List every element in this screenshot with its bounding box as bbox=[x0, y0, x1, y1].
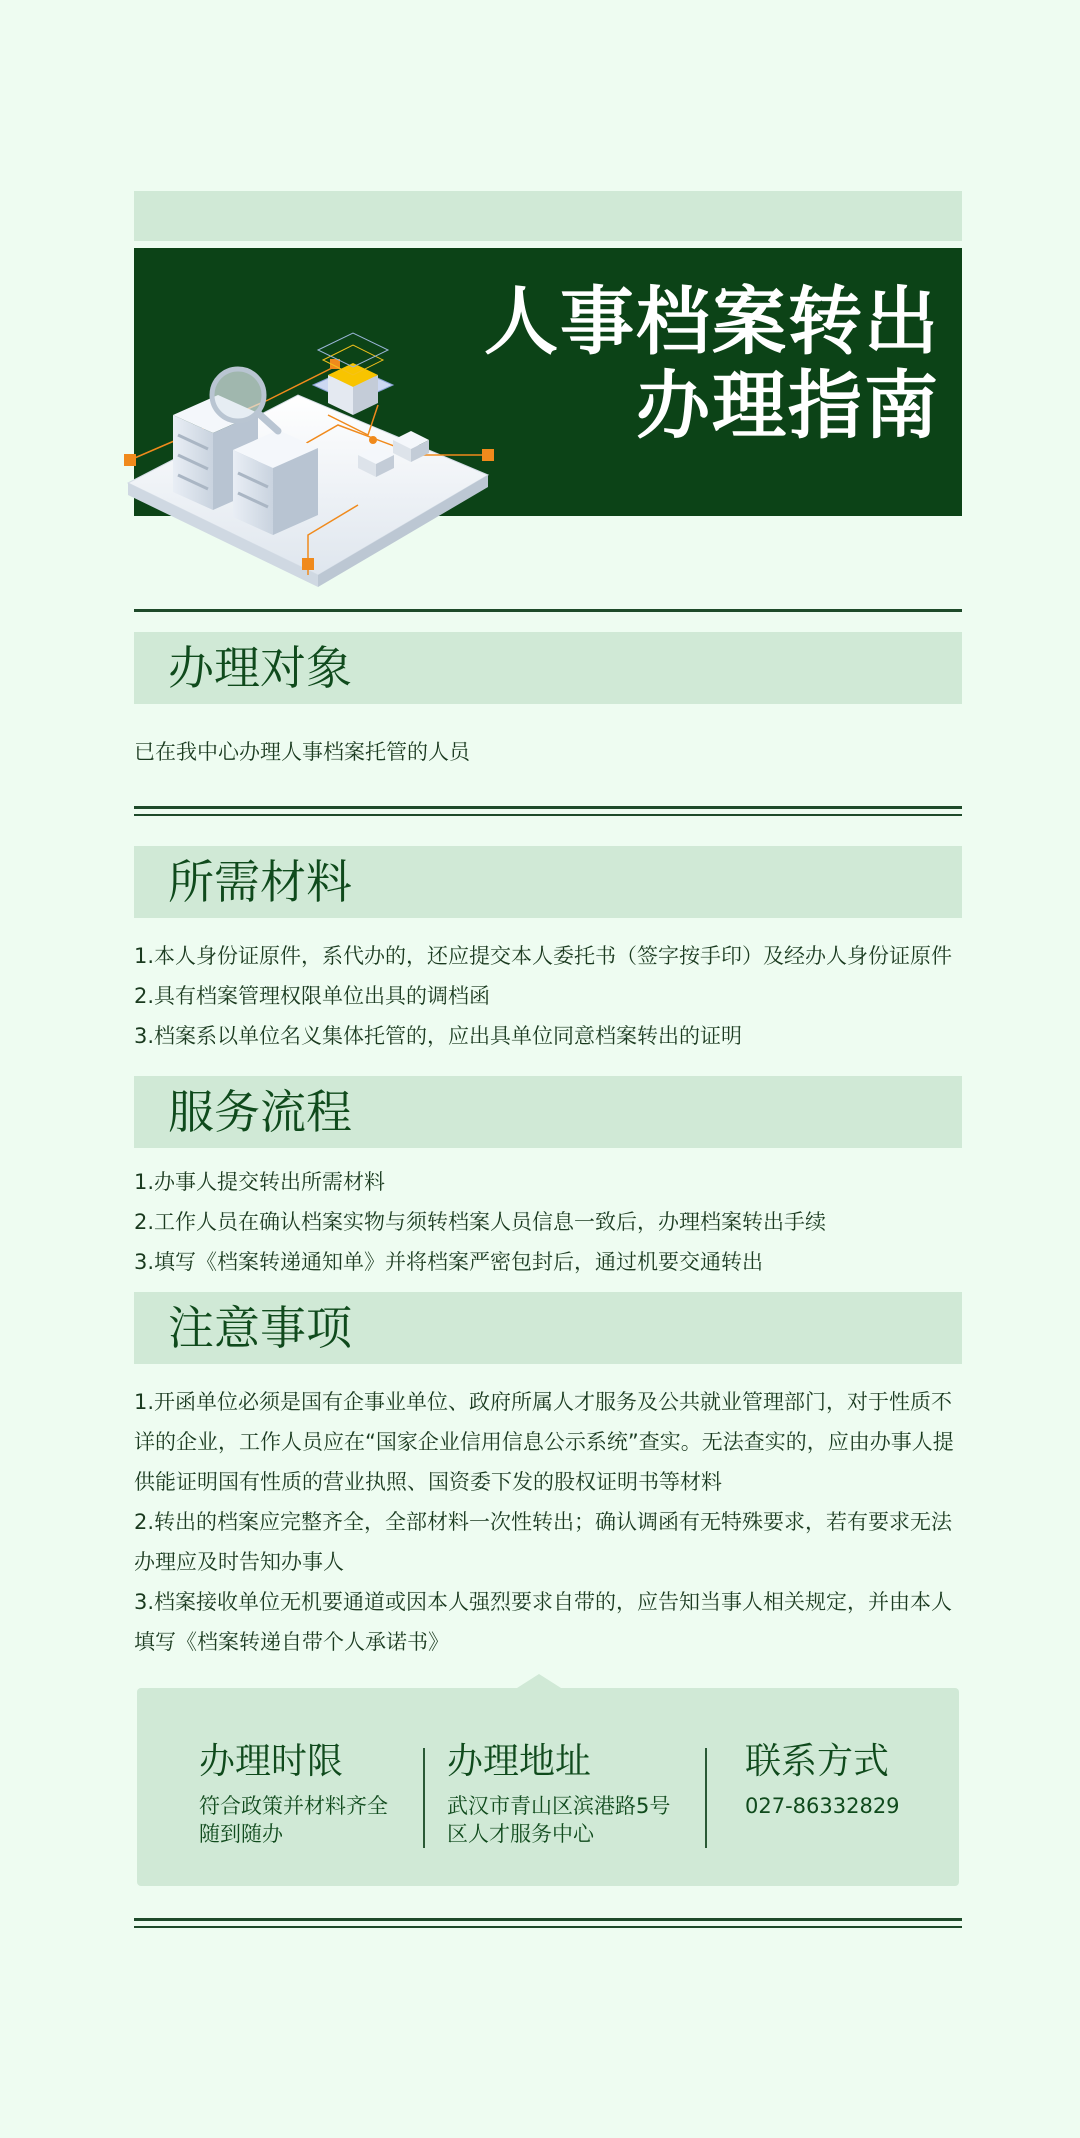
info-time-line: 随到随办 bbox=[199, 1822, 283, 1846]
info-separator bbox=[423, 1748, 425, 1848]
text-line: 2.转出的档案应完整齐全，全部材料一次性转出；确认调函有无特殊要求，若有要求无法办理应及时告知办事人 bbox=[134, 1510, 953, 1574]
info-contact-heading: 联系方式 bbox=[745, 1741, 890, 1782]
text-line: 1.办事人提交转出所需材料 bbox=[134, 1170, 386, 1194]
text-line: 2.具有档案管理权限单位出具的调档函 bbox=[134, 984, 491, 1008]
info-time-value bbox=[199, 1792, 409, 1848]
banner-title-line1: 人事档案转出 bbox=[484, 279, 940, 365]
info-card bbox=[137, 1688, 959, 1886]
text-line: 1.本人身份证原件，系代办的，还应提交本人委托书（签字按手印）及经办人身份证原件 bbox=[134, 944, 953, 968]
section-title: 服务流程 bbox=[168, 1085, 352, 1139]
text-line: 3.填写《档案转递通知单》并将档案严密包封后，通过机要交通转出 bbox=[134, 1250, 764, 1274]
info-time-heading: 办理时限 bbox=[199, 1741, 344, 1782]
target-text bbox=[134, 732, 964, 772]
banner-title-line2: 办理指南 bbox=[636, 363, 940, 449]
section-header-process bbox=[134, 1076, 962, 1148]
divider-double bbox=[134, 806, 962, 816]
section-header-materials bbox=[134, 846, 962, 918]
server-illustration-icon bbox=[118, 305, 508, 595]
info-separator bbox=[705, 1748, 707, 1848]
info-address-value bbox=[447, 1792, 707, 1848]
notes-text bbox=[134, 1382, 964, 1662]
text-line: 3.档案系以单位名义集体托管的，应出具单位同意档案转出的证明 bbox=[134, 1024, 743, 1048]
text-line: 已在我中心办理人事档案托管的人员 bbox=[134, 740, 470, 764]
process-text bbox=[134, 1162, 964, 1282]
info-address-heading: 办理地址 bbox=[447, 1741, 592, 1782]
info-time bbox=[199, 1740, 409, 1848]
card-notch bbox=[517, 1674, 561, 1688]
info-address-line: 区人才服务中心 bbox=[447, 1822, 594, 1846]
section-header-notes bbox=[134, 1292, 962, 1364]
section-title: 所需材料 bbox=[168, 855, 352, 909]
divider bbox=[134, 609, 962, 612]
text-line: 3.档案接收单位无机要通道或因本人强烈要求自带的，应告知当事人相关规定，并由本人填写《档案转递自带个人承诺书》 bbox=[134, 1590, 953, 1654]
section-title: 注意事项 bbox=[168, 1301, 352, 1355]
info-contact-phone: 027-86332829 bbox=[745, 1794, 900, 1818]
section-title: 办理对象 bbox=[168, 641, 352, 695]
materials-text bbox=[134, 936, 964, 1056]
top-decor-strip bbox=[134, 191, 962, 241]
info-address-line: 武汉市青山区滨港路5号 bbox=[447, 1794, 671, 1818]
info-address bbox=[447, 1740, 707, 1848]
divider-double bbox=[134, 1918, 962, 1928]
text-line: 2.工作人员在确认档案实物与须转档案人员信息一致后，办理档案转出手续 bbox=[134, 1210, 827, 1234]
info-time-line: 符合政策并材料齐全 bbox=[199, 1794, 388, 1818]
section-header-target bbox=[134, 632, 962, 704]
info-contact bbox=[745, 1740, 945, 1820]
text-line: 1.开函单位必须是国有企事业单位、政府所属人才服务及公共就业管理部门，对于性质不详的企业，工作人员应在“国家企业信用信息公示系统”查实。无法查实的，应由办事人提供能证明国有性质的营业执照、国资委下发的股权证明书等材料 bbox=[134, 1390, 954, 1494]
